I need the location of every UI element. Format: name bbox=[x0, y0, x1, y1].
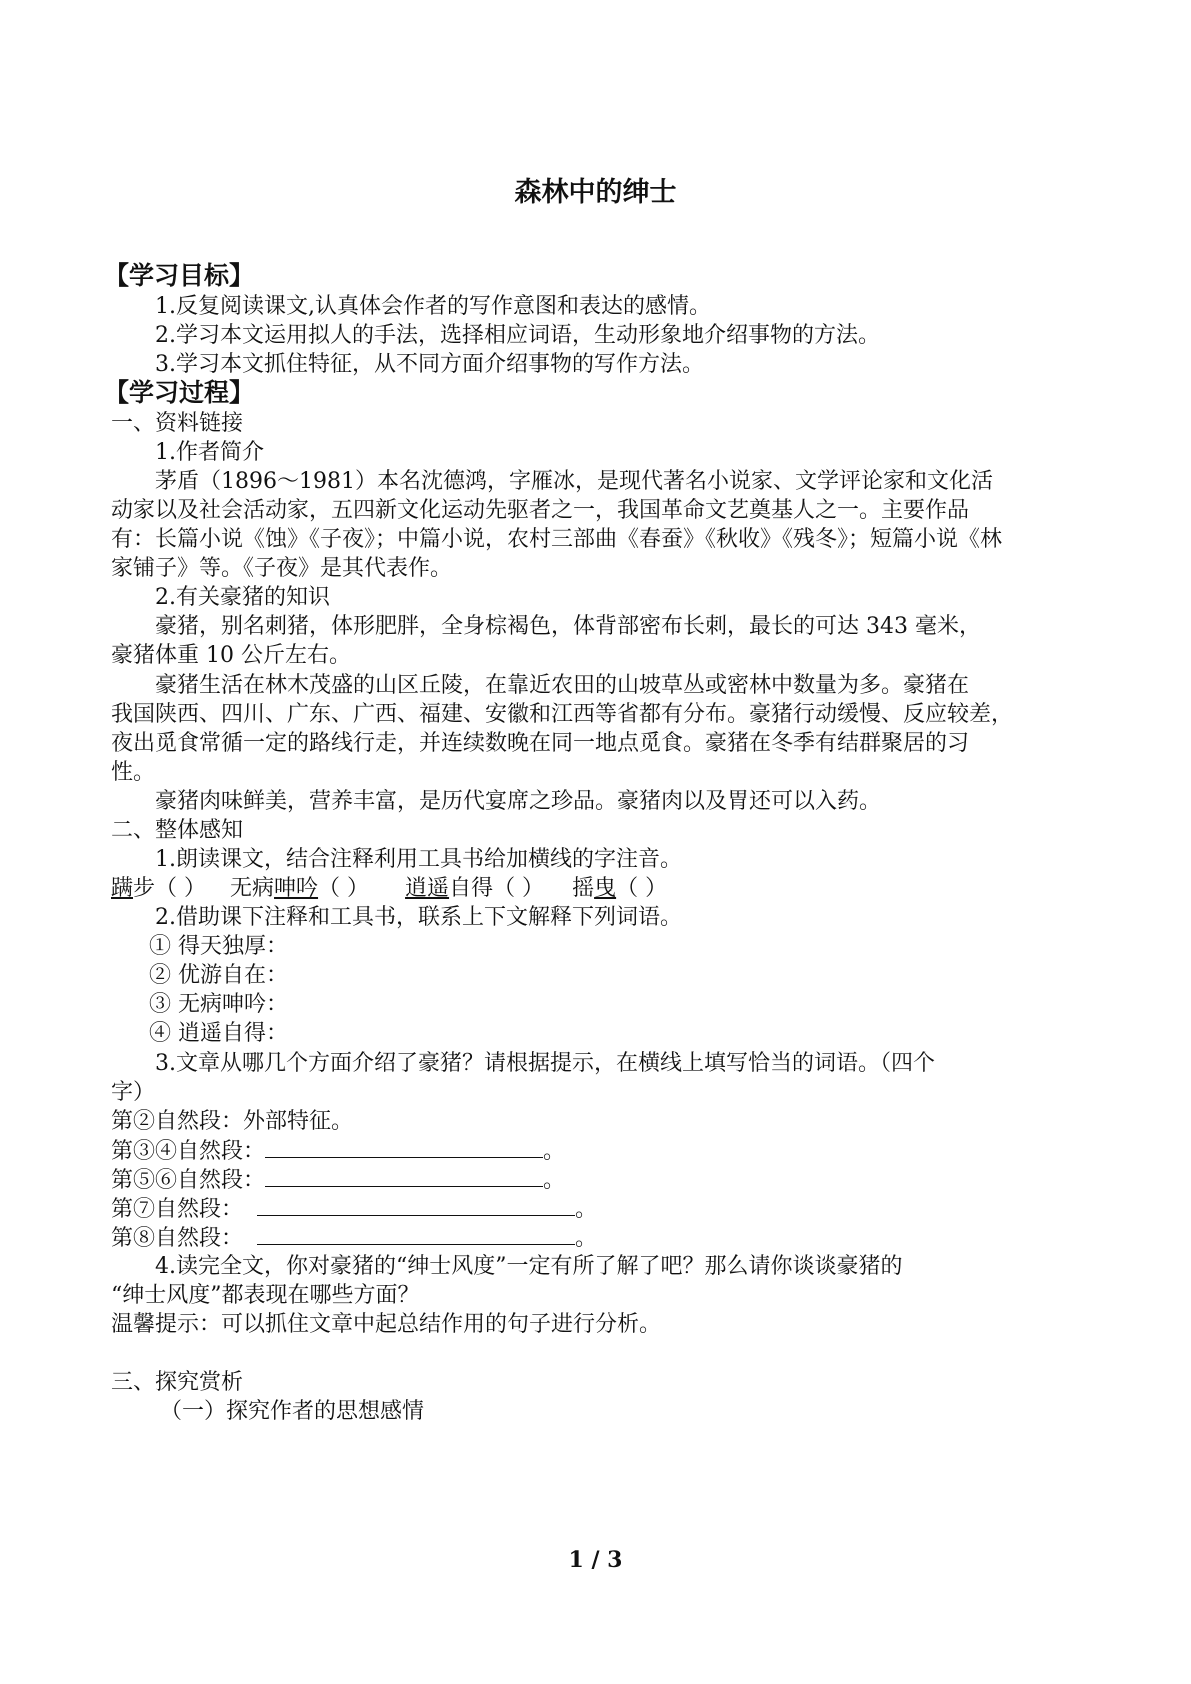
process-heading: 【学习过程】 bbox=[104, 378, 255, 407]
paragraph-line: 我国陕西、四川、广东、广西、福建、安徽和江西等省都有分布。豪猪行动缓慢、反应较差， bbox=[111, 702, 1014, 727]
term-item: ③ 无病呻吟： bbox=[149, 992, 288, 1017]
paragraph-line: 豪猪体重 10 公斤左右。 bbox=[111, 643, 351, 668]
para-feature: 第②自然段：外部特征。 bbox=[111, 1109, 354, 1134]
page-title: 森林中的绅士 bbox=[514, 177, 677, 208]
paragraph-line: 夜出觅食常循一定的路线行走，并连续数晚在同一地点觅食。豪猪在冬季有结群聚居的习 bbox=[111, 731, 970, 756]
goal-item: 2.学习本文运用拟人的手法，选择相应词语，生动形象地介绍事物的方法。 bbox=[155, 323, 880, 348]
section-title: 三、探究赏析 bbox=[111, 1370, 244, 1395]
paragraph-line: 动家以及社会活动家，五四新文化运动先驱者之一，我国革命文艺奠基人之一。主要作品 bbox=[111, 498, 970, 523]
question-cont: “绅士风度”都表现在哪些方面？ bbox=[111, 1283, 420, 1308]
page-number: 1 / 3 bbox=[568, 1547, 623, 1573]
question: 1.朗读课文，结合注释利用工具书给加横线的字注音。 bbox=[155, 847, 682, 872]
paragraph-line: 豪猪生活在林木茂盛的山区丘陵，在靠近农田的山坡草丛或密林中数量为多。豪猪在 bbox=[155, 673, 970, 698]
subsection-title: （一）探究作者的思想感情 bbox=[160, 1399, 425, 1424]
question: 4.读完全文，你对豪猪的“绅士风度”一定有所了解了吧？那么请你谈谈豪猪的 bbox=[155, 1254, 903, 1279]
term-item: ① 得天独厚： bbox=[149, 934, 288, 959]
paragraph-line: 家铺子》等。《子夜》是其代表作。 bbox=[111, 556, 453, 581]
section-title: 一、资料链接 bbox=[111, 411, 244, 436]
paragraph-line: 豪猪肉味鲜美，营养丰富，是历代宴席之珍品。豪猪肉以及胃还可以入药。 bbox=[155, 789, 882, 814]
para-fill-line: 第⑤⑥自然段： 。 bbox=[111, 1168, 566, 1193]
underlined-char: 蹒 bbox=[111, 876, 134, 901]
answer-blank[interactable] bbox=[257, 1195, 575, 1216]
paragraph-line: 茅盾（1896～1981）本名沈德鸿，字雁冰，是现代著名小说家、文学评论家和文化活 bbox=[155, 469, 993, 494]
underlined-char: 曳 bbox=[594, 876, 617, 901]
answer-blank[interactable] bbox=[265, 1166, 543, 1187]
subsection-title: 2.有关豪猪的知识 bbox=[155, 585, 330, 610]
term-item: ④ 逍遥自得： bbox=[149, 1021, 288, 1046]
para-fill-line: 第⑧自然段： 。 bbox=[111, 1226, 598, 1251]
paragraph-line: 豪猪，别名刺猪，体形肥胖，全身棕褐色，体背部密布长刺，最长的可达 343 毫米， bbox=[155, 614, 981, 639]
paragraph-line: 有：长篇小说《蚀》《子夜》；中篇小说，农村三部曲《春蚕》《秋收》《残冬》；短篇小说《林 bbox=[111, 527, 1003, 552]
question-cont: 字） bbox=[111, 1080, 156, 1105]
goal-item: 1.反复阅读课文,认真体会作者的写作意图和表达的感情。 bbox=[155, 294, 711, 319]
answer-blank[interactable] bbox=[265, 1137, 543, 1158]
question: 2.借助课下注释和工具书，联系上下文解释下列词语。 bbox=[155, 905, 682, 930]
subsection-title: 1.作者简介 bbox=[155, 440, 264, 465]
pinyin-exercise: 蹒步（ ） 无病呻吟（ ） 逍遥自得（ ） 摇曳（ ） bbox=[111, 876, 668, 901]
answer-blank[interactable] bbox=[257, 1224, 575, 1245]
underlined-word: 呻吟 bbox=[274, 876, 319, 901]
underlined-word: 逍遥 bbox=[405, 876, 450, 901]
para-fill-line: 第⑦自然段： 。 bbox=[111, 1197, 598, 1222]
goal-item: 3.学习本文抓住特征，从不同方面介绍事物的写作方法。 bbox=[155, 352, 704, 377]
paragraph-line: 性。 bbox=[111, 760, 156, 785]
para-fill-line: 第③④自然段： 。 bbox=[111, 1139, 566, 1164]
question: 3.文章从哪几个方面介绍了豪猪？请根据提示，在横线上填写恰当的词语。（四个 bbox=[155, 1051, 935, 1076]
tip-text: 温馨提示：可以抓住文章中起总结作用的句子进行分析。 bbox=[111, 1312, 662, 1337]
section-title: 二、整体感知 bbox=[111, 818, 244, 843]
term-item: ② 优游自在： bbox=[149, 963, 288, 988]
goals-heading: 【学习目标】 bbox=[104, 261, 255, 290]
